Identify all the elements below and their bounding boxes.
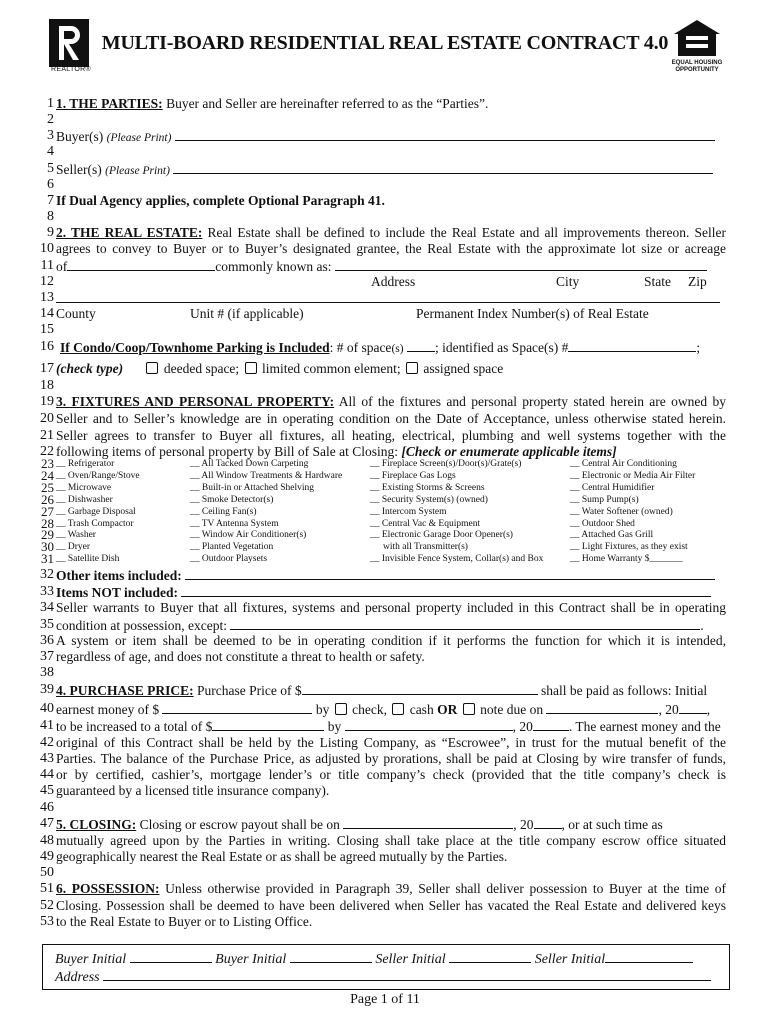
line-20: Seller and to Seller’s knowledge are in operating condition on the Date of Acceptance, unless otherwise stated herein. (56, 411, 726, 426)
fixture-item: __ Planted Vegetation (190, 542, 274, 553)
fixture-item: __ Ceiling Fan(s) (190, 506, 257, 517)
line-48: mutually agreed upon by the Parties in writing. Closing shall take place at the title company escrow office situated (56, 833, 726, 848)
check-checkbox[interactable] (335, 703, 347, 715)
fixture-item: __ Central Vac & Equipment (370, 518, 481, 529)
line-19: 3. FIXTURES AND PERSONAL PROPERTY: All of the fixtures and personal property stated herein are owned by (56, 394, 726, 409)
fixture-item: __ All Window Treatments & Hardware (190, 470, 343, 481)
fixture-item: __ Dryer (56, 542, 91, 553)
fixture-item: __ Microwave (56, 482, 112, 493)
county-pin-field[interactable] (56, 290, 720, 303)
line-40: earnest money of $ by check, cash OR note due on , 20 , (56, 702, 711, 717)
equal-housing-icon (672, 18, 722, 58)
items-not-included-field[interactable] (181, 584, 711, 597)
seller-initial-2-field[interactable] (605, 950, 693, 963)
fixture-item: __ Home Warranty $_______ (570, 554, 683, 565)
limited-common-checkbox[interactable] (245, 362, 257, 374)
deeded-space-checkbox[interactable] (146, 362, 158, 374)
line-41: to be increased to a total of $ by , 20 . The earnest money and the (56, 719, 721, 734)
address-field[interactable] (335, 258, 707, 271)
fixture-item: __ Central Humidifier (570, 482, 655, 493)
fixture-item: __ Satellite Dish (56, 554, 120, 565)
increase-amount-field[interactable] (212, 718, 324, 731)
fixture-item: __ Electronic Garage Door Opener(s) (370, 530, 513, 541)
fixtures-column-1 (56, 459, 140, 566)
line-45: guaranteed by a licensed title insurance company). (56, 783, 330, 798)
fixture-item: __ All Tacked Down Carpeting (190, 459, 309, 469)
line-21: Seller agrees to transfer to Buyer all fixtures, all heating, electrical, plumbing and well systems together with the (56, 428, 726, 443)
earnest-money-field[interactable] (162, 701, 312, 714)
line-22: following items of personal property by Bill of Sale at Closing: [Check or enumerate applicable items] (56, 444, 617, 459)
note-due-date-field[interactable] (546, 701, 658, 714)
line-37: regardless of age, and does not constitute a threat to health or safety. (56, 649, 425, 664)
line-17: (check type) deeded space; limited common element; assigned space (56, 361, 504, 376)
line-9: 2. THE REAL ESTATE: Real Estate shall be defined to include the Real Estate and all improvements thereon. Seller (56, 225, 726, 240)
buyer-initial-1-field[interactable] (130, 950, 212, 963)
fixture-item: __ Invisible Fence System, Collar(s) and Box (370, 554, 544, 565)
fixture-item: __ Security System(s) (owned) (370, 494, 488, 505)
buyer-name-field[interactable] (175, 128, 715, 141)
fixture-item: __ Oven/Range/Stove (56, 470, 140, 481)
closing-date-field[interactable] (343, 816, 513, 829)
fixtures-column-4 (570, 459, 695, 566)
fixture-item: __ Light Fixtures, as they exist (570, 542, 688, 553)
purchase-price-field[interactable] (302, 682, 538, 695)
fixture-item: __ Outdoor Playsets (190, 554, 268, 565)
line-35: condition at possession, except: . (56, 618, 704, 633)
line-11: of commonly known as: (56, 258, 726, 275)
fixture-item: __ Attached Gas Grill (570, 530, 654, 541)
line-1: 1. THE PARTIES: Buyer and Seller are hereinafter referred to as the “Parties”. (56, 96, 489, 111)
line-47: 5. CLOSING: Closing or escrow payout shall be on , 20 , or at such time as (56, 817, 663, 832)
line-7: If Dual Agency applies, complete Optional Paragraph 41. (56, 193, 385, 208)
increase-year-field[interactable] (533, 718, 569, 731)
fixture-item: __ Intercom System (370, 506, 447, 517)
fixture-item: __ Water Softener (owned) (570, 506, 673, 517)
note-checkbox[interactable] (463, 703, 475, 715)
address-row: Address (55, 968, 711, 986)
fixture-item: __ Electronic or Media Air Filter (570, 470, 696, 481)
seller-name-field[interactable] (173, 161, 713, 174)
parking-count-field[interactable] (407, 339, 435, 352)
realtor-logo-icon (48, 18, 90, 68)
note-due-year-field[interactable] (679, 701, 707, 714)
fixture-item: __ Refrigerator (56, 459, 115, 469)
fixture-item: __ Built-in or Attached Shelving (190, 482, 315, 493)
other-items-included-field[interactable] (185, 567, 715, 580)
fixture-item: __ Existing Storms & Screens (370, 482, 485, 493)
assigned-space-checkbox[interactable] (406, 362, 418, 374)
fixture-item: __ Outdoor Shed (570, 518, 635, 529)
fixture-item: __ Dishwasher (56, 494, 113, 505)
increase-date-field[interactable] (345, 718, 513, 731)
fixture-item: __ Sump Pump(s) (570, 494, 639, 505)
parking-space-field[interactable] (568, 339, 696, 352)
line-42: original of this Contract shall be held by the Listing Company, as “Escrowee”, in trust for the mutual benefit of the (56, 735, 726, 750)
line-3: Buyer(s) (Please Print) (56, 128, 726, 146)
line-16: If Condo/Coop/Townhome Parking is Included: # of space(s) ; identified as Space(s) # ; (60, 340, 701, 355)
fixture-item: with all Transmitter(s) (383, 542, 468, 553)
line-51: 6. POSSESSION: Unless otherwise provided in Paragraph 39, Seller shall deliver possession to Buyer at the time of (56, 881, 726, 896)
closing-year-field[interactable] (534, 816, 562, 829)
equal-housing-text: EQUAL HOUSING OPPORTUNITY (671, 60, 723, 73)
page-number: Page 1 of 11 (350, 992, 420, 1007)
initials-row: Buyer Initial Buyer Initial Seller Initial Seller Initial (55, 950, 693, 968)
line-33: Items NOT included: (56, 584, 726, 601)
footer-address-field[interactable] (103, 968, 711, 981)
line-49: geographically nearest the Real Estate or as shall be agreed mutually by the Parties. (56, 849, 508, 864)
fixture-item: __ Smoke Detector(s) (190, 494, 274, 505)
initials-box (42, 944, 730, 990)
line-44: or by certified, cashier’s, mortgage lender’s or title company’s check (provided that the title company’s check is (56, 767, 726, 782)
lot-size-field[interactable] (67, 258, 215, 271)
fixture-item: __ Garbage Disposal (56, 506, 136, 517)
line-52: Closing. Possession shall be deemed to have been delivered when Seller has vacated the Real Estate and delivered keys (56, 898, 726, 913)
page-title: MULTI-BOARD RESIDENTIAL REAL ESTATE CONTRACT 4.0 (101, 32, 669, 54)
line-5: Seller(s) (Please Print) (56, 161, 726, 179)
condition-exception-field[interactable] (230, 617, 700, 630)
fixture-item: __ Washer (56, 530, 96, 541)
buyer-initial-2-field[interactable] (290, 950, 372, 963)
fixtures-column-2 (190, 459, 342, 566)
fixture-item: __ Central Air Conditioning (570, 459, 677, 469)
line-32: Other items included: (56, 567, 726, 584)
seller-initial-1-field[interactable] (449, 950, 531, 963)
fixture-item: __ Trash Compactor (56, 518, 134, 529)
line-14: County Unit # (if applicable) Permanent Index Number(s) of Real Estate (56, 306, 649, 321)
line-34: Seller warrants to Buyer that all fixtures, systems and personal property included in this Contract shall be in operating (56, 600, 726, 615)
fixture-item: __ Fireplace Gas Logs (370, 470, 456, 481)
fixture-item: __ Window Air Conditioner(s) (190, 530, 307, 541)
line-43: Parties. The balance of the Purchase Price, as adjusted by prorations, shall be paid at Closing by wire transfer of funds, (56, 751, 726, 766)
line-10: agrees to convey to Buyer or to Buyer’s designated grantee, the Real Estate with the approximate lot size or acreage (56, 241, 726, 256)
fixtures-column-3 (370, 459, 543, 566)
realtor-logo-text: REALTOR® (51, 66, 91, 73)
line-53: to the Real Estate to Buyer or to Listing Office. (56, 914, 313, 929)
line-39: 4. PURCHASE PRICE: Purchase Price of $ shall be paid as follows: Initial (56, 683, 708, 698)
fixture-item: __ TV Antenna System (190, 518, 279, 529)
fixture-item: __ Fireplace Screen(s)/Door(s)/Grate(s) (370, 459, 522, 469)
line-36: A system or item shall be deemed to be in operating condition if it performs the function for which it is intended, (56, 633, 726, 648)
line-13 (56, 290, 726, 307)
cash-checkbox[interactable] (392, 703, 404, 715)
